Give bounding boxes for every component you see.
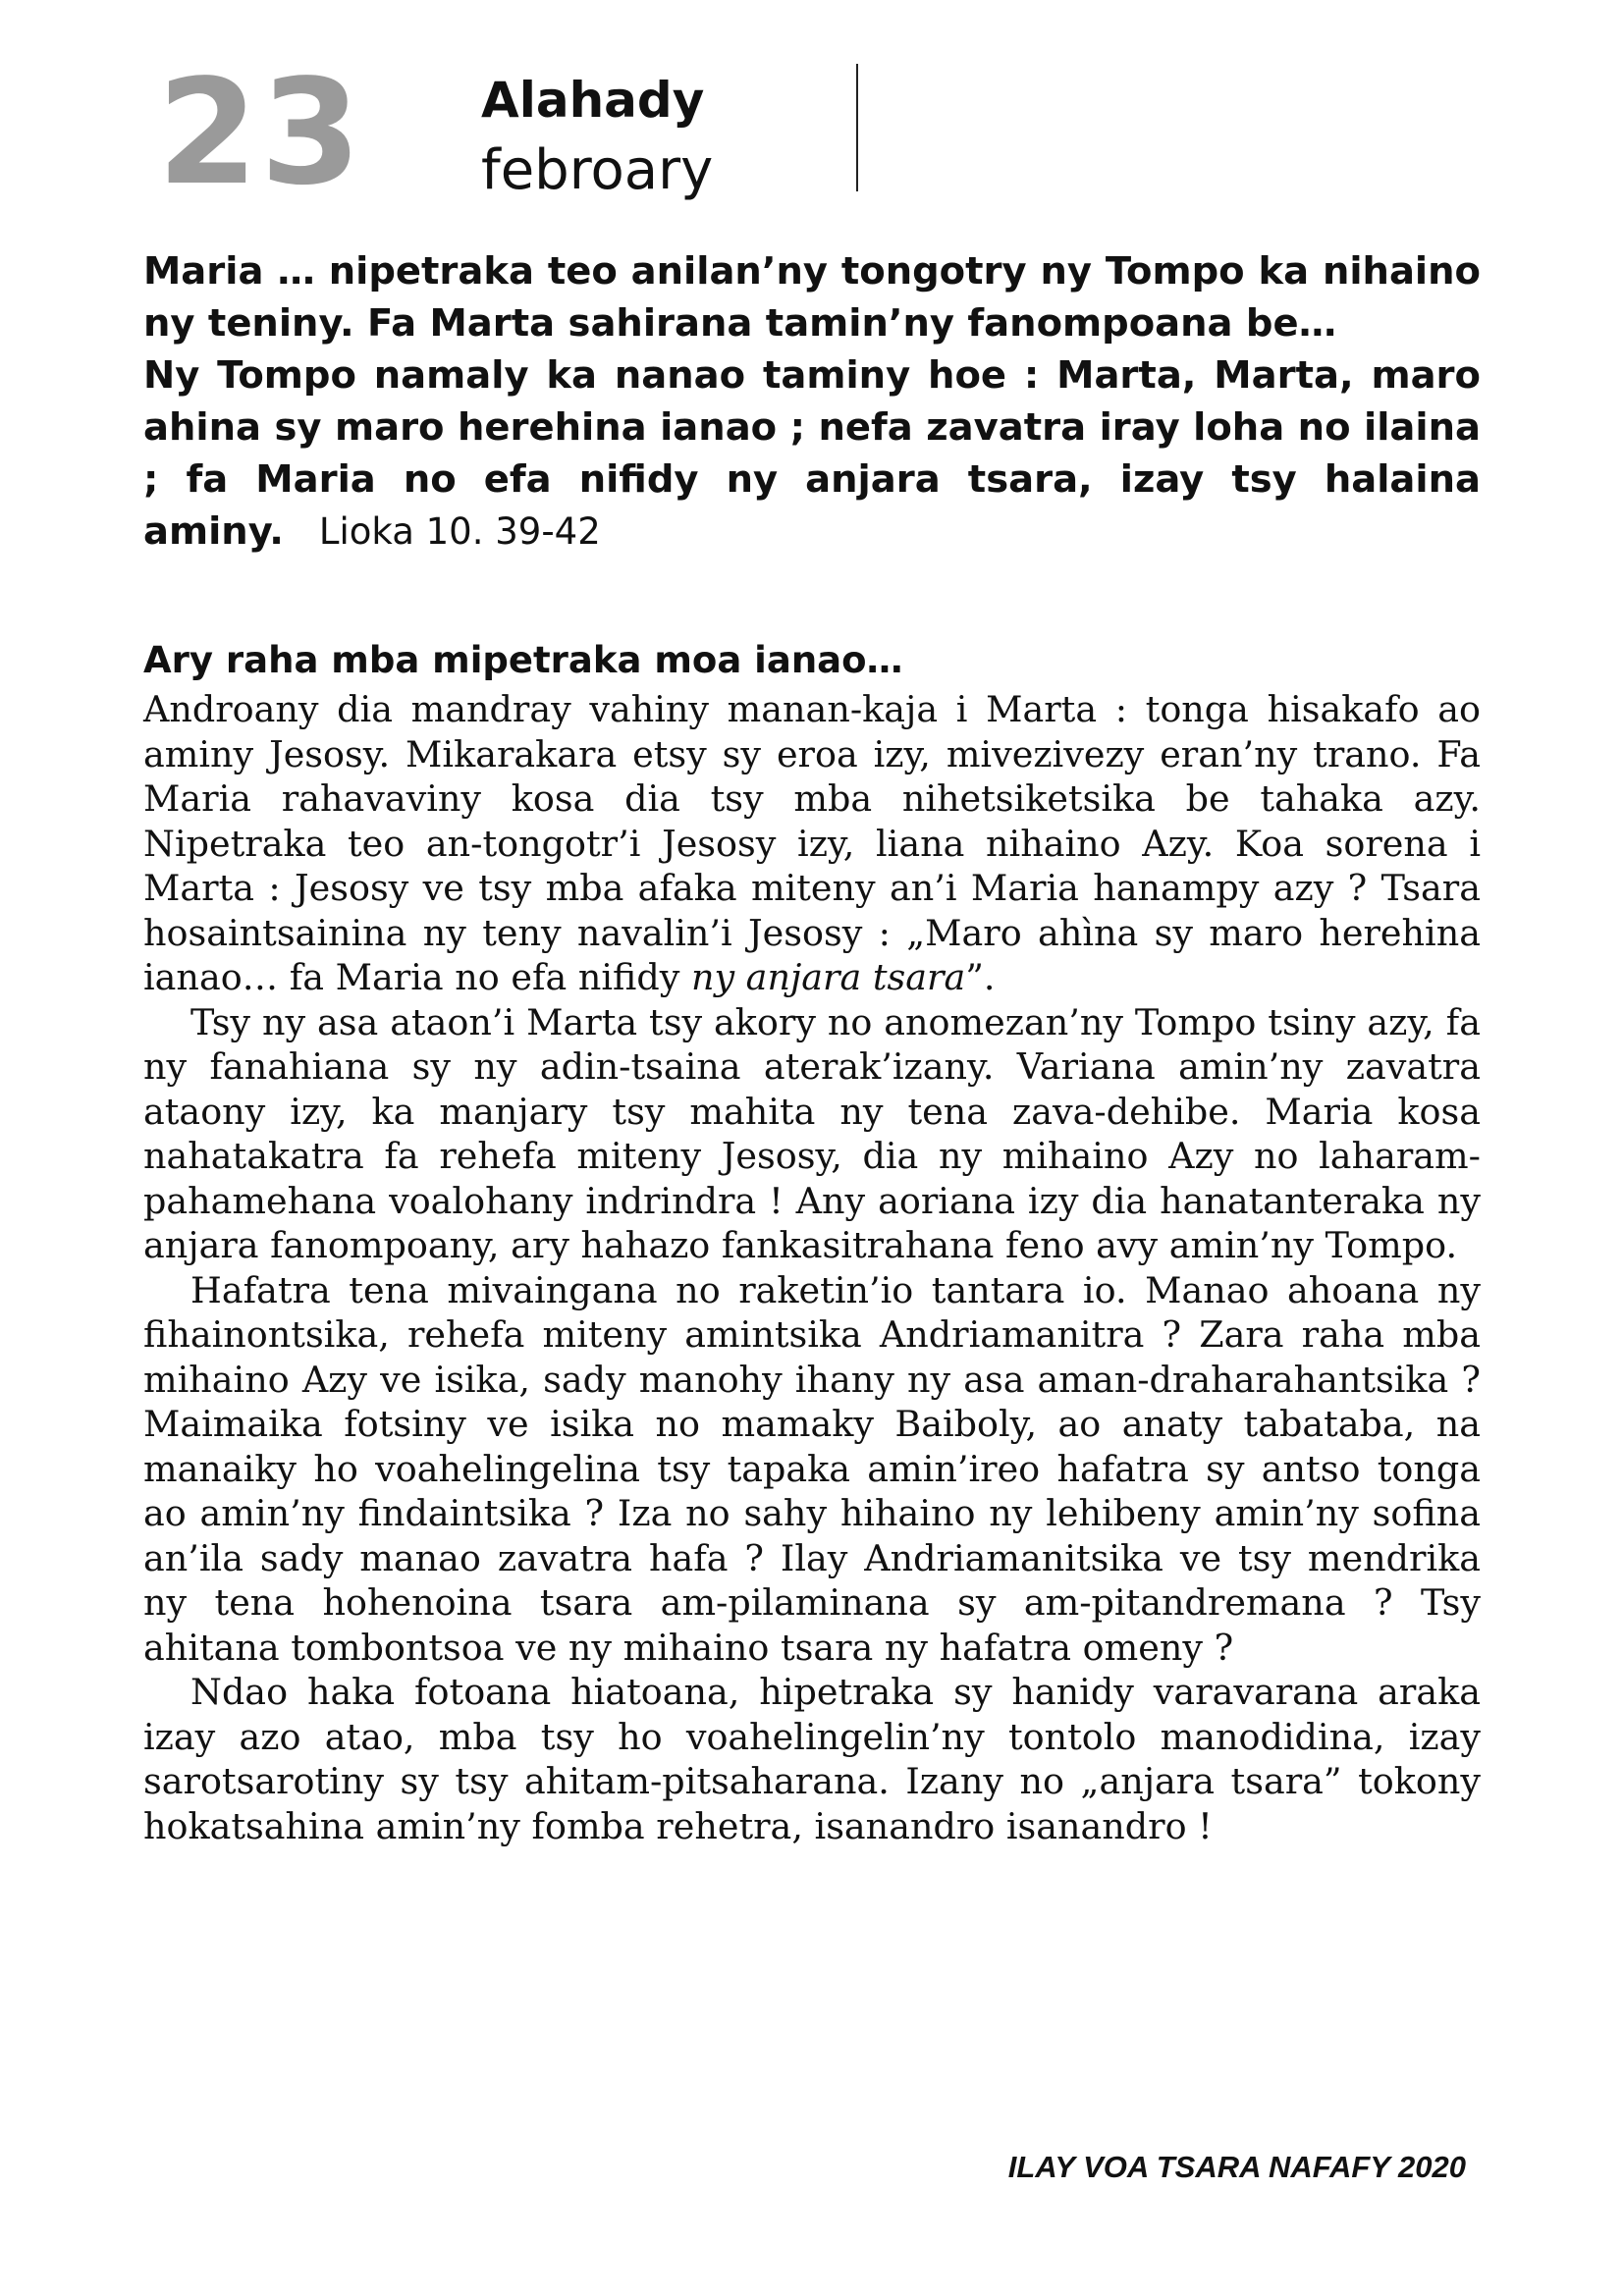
body-paragraph-1 (143, 687, 1481, 1000)
verse-text-2: Ny Tompo namaly ka nanao taminy hoe : Marta, Marta, maro ahina sy maro herehina ianao ; nefa zavatra iray loha no ilaina ; fa Maria no efa nifidy ny anjara tsara, izay tsy halaina aminy. (143, 353, 1481, 554)
day-number: 23 (157, 48, 363, 217)
body-p1-end: ”. (965, 956, 996, 998)
verse-text-1: Maria … nipetraka teo anilan’ny tongotry ny Tompo ka nihaino ny teniny. Fa Marta sahirana tamin’ny fanompoana be… (143, 249, 1481, 346)
body-paragraph-3: Hafatra tena mivaingana no raketin’io tantara io. Manao ahoana ny fihainontsika, rehefa miteny amintsika Andriamanitra ? Zara raha mba mihaino Azy ve isika, sady manohy ihany ny asa aman-draharahantsika ? Maimaika fotsiny ve isika no mamaky Baiboly, ao anaty tabataba, na manaiky ho voahelingelina tsy tapaka amin’ireo hafatra sy antso tonga ao amin’ny findaintsika ? Iza no sahy hihaino ny lehibeny amin’ny sofina an’ila sady manao zavatra hafa ? Ilay Andriamanitsika ve tsy mendrika ny tena hohenoina tsara am-pilaminana sy am-pitandremana ? Tsy ahitana tombontsoa ve ny mihaino tsara ny hafatra omeny ? (143, 1268, 1481, 1669)
body-paragraph-2: Tsy ny asa ataon’i Marta tsy akory no anomezan’ny Tompo tsiny azy, fa ny fanahiana sy ny adin-tsaina aterak’izany. Variana amin’ny zavatra ataony izy, ka manjary tsy mahita ny tena zava-dehibe. Maria kosa nahatakatra fa rehefa miteny Jesosy, dia ny mihaino Azy no laharam-pahamehana voalohany indrindra ! Any aoriana izy dia hanatanteraka ny anjara fanompoany, ary hahazo fankasitrahana feno avy amin’ny Tompo. (143, 1000, 1481, 1266)
footer-publication: ILAY VOA TSARA NAFAFY 2020 (1007, 2150, 1466, 2184)
body-p1-italic: ny anjara tsara (690, 956, 966, 998)
section-heading: Ary raha mba mipetraka moa ianao… (143, 639, 903, 681)
weekday: Alahady (481, 72, 705, 129)
verse-reference: Lioka 10. 39-42 (318, 510, 601, 553)
month: febroary (481, 138, 714, 202)
body-paragraph-4: Ndao haka fotoana hiatoana, hipetraka sy hanidy varavarana araka izay azo atao, mba tsy ho voahelingelin’ny tontolo manodidina, izay sarotsarotiny sy tsy ahitam-pitsaharana. Izany no „anjara tsara” tokony hokatsahina amin’ny fomba rehetra, isanandro isanandro ! (143, 1671, 1481, 1847)
header-divider (856, 64, 858, 191)
date-header (157, 48, 903, 217)
body-p1-text: Androany dia mandray vahiny manan-kaja i Marta : tonga hisakafo ao aminy Jesosy. Mikarakara etsy sy eroa izy, mivezivezy eran’ny trano. Fa Maria rahavaviny kosa dia tsy mba nihetsiketsika be tahaka azy. Nipetraka teo an-tongotr’i Jesosy izy, liana nihaino Azy. Koa sorena i Marta : Jesosy ve tsy mba afaka miteny an’i Maria hanampy azy ? Tsara hosaintsainina ny teny navalin’i Jesosy : „Maro ahìna sy maro herehina ianao… fa Maria no efa nifidy (143, 688, 1481, 998)
devotional-body (143, 687, 1481, 1848)
verse-paragraph-2 (143, 349, 1481, 558)
bible-verse (143, 245, 1481, 558)
